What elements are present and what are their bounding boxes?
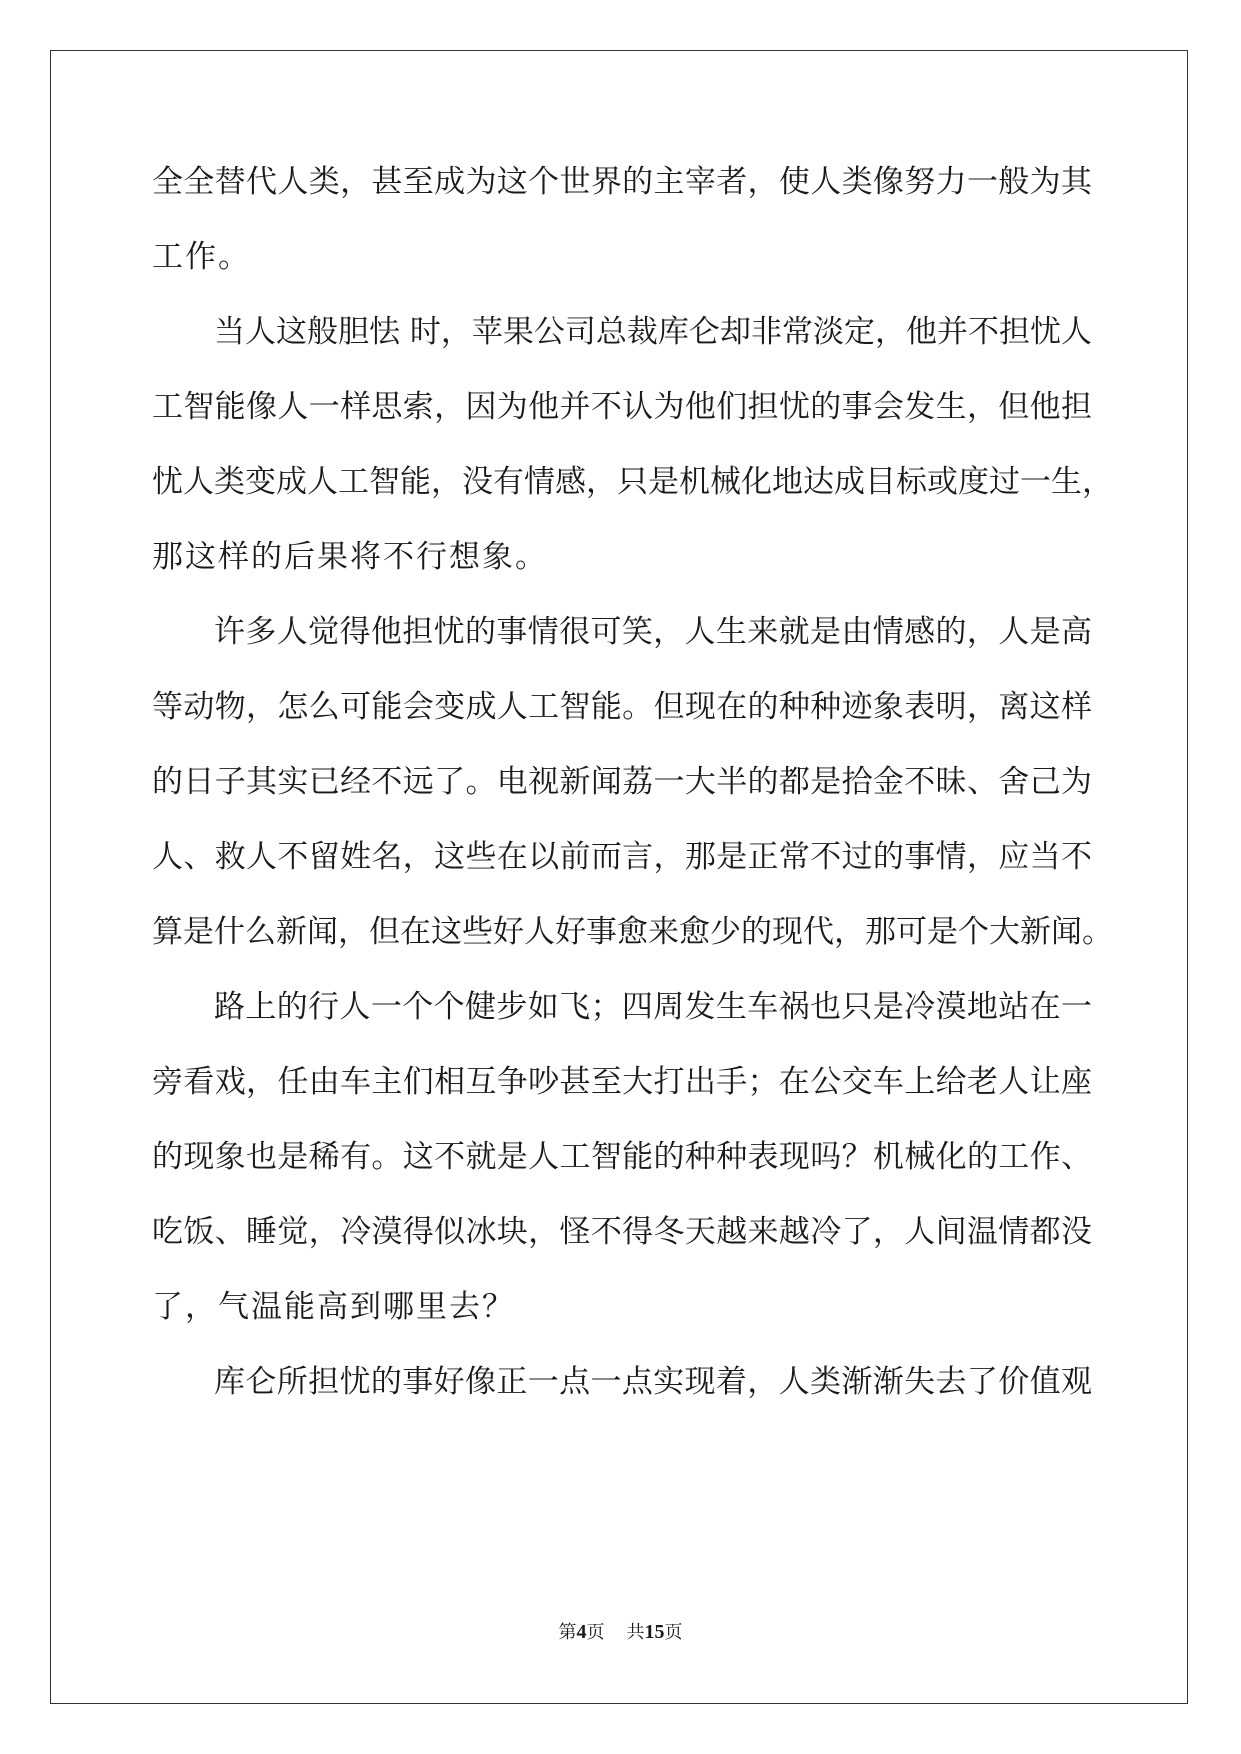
page-prefix: 第 <box>558 1622 577 1643</box>
page-number: 4 <box>576 1621 587 1643</box>
page-suffix: 页 <box>586 1622 605 1643</box>
total-pages: 15 <box>644 1621 665 1643</box>
text-line: 的日子其实已经不远了。电视新闻荔一大半的都是拾金不昧、舍己为 <box>152 764 1092 800</box>
text-line: 人、救人不留姓名，这些在以前而言，那是正常不过的事情，应当不 <box>152 839 1092 875</box>
text-line: 旁看戏，任由车主们相互争吵甚至大打出手；在公交车上给老人让座 <box>152 1064 1092 1100</box>
text-line: 库仑所担忧的事好像正一点一点实现着，人类渐渐失去了价值观 <box>214 1364 1092 1400</box>
total-prefix: 共 <box>626 1622 645 1643</box>
text-line: 算是什么新闻，但在这些好人好事愈来愈少的现代，那可是个大新闻。 <box>152 914 1113 950</box>
text-line: 了，气温能高到哪里去？ <box>152 1289 515 1325</box>
text-line: 路上的行人一个个健步如飞；四周发生车祸也只是冷漠地站在一 <box>214 989 1092 1025</box>
page-footer <box>0 1618 1241 1644</box>
text-line: 那这样的后果将不行想象。 <box>152 539 548 575</box>
text-line: 许多人觉得他担忧的事情很可笑，人生来就是由情感的，人是高 <box>214 614 1092 650</box>
text-line: 的现象也是稀有。这不就是人工智能的种种表现吗？机械化的工作、 <box>152 1139 1092 1175</box>
text-line: 等动物，怎么可能会变成人工智能。但现在的种种迹象表明，离这样 <box>152 689 1092 725</box>
text-line: 工智能像人一样思索，因为他并不认为他们担忧的事会发生，但他担 <box>152 389 1092 425</box>
text-line: 吃饭、睡觉，冷漠得似冰块，怪不得冬天越来越冷了，人间温情都没 <box>152 1214 1092 1250</box>
text-line: 工作。 <box>152 239 251 275</box>
text-line: 忧人类变成人工智能，没有情感，只是机械化地达成目标或度过一生， <box>152 464 1113 500</box>
text-line: 全全替代人类，甚至成为这个世界的主宰者，使人类像努力一般为其 <box>152 164 1092 200</box>
document-body <box>152 160 1113 1435</box>
total-suffix: 页 <box>664 1622 683 1643</box>
text-line: 当人这般胆怯 时，苹果公司总裁库仑却非常淡定，他并不担忧人 <box>214 314 1092 350</box>
